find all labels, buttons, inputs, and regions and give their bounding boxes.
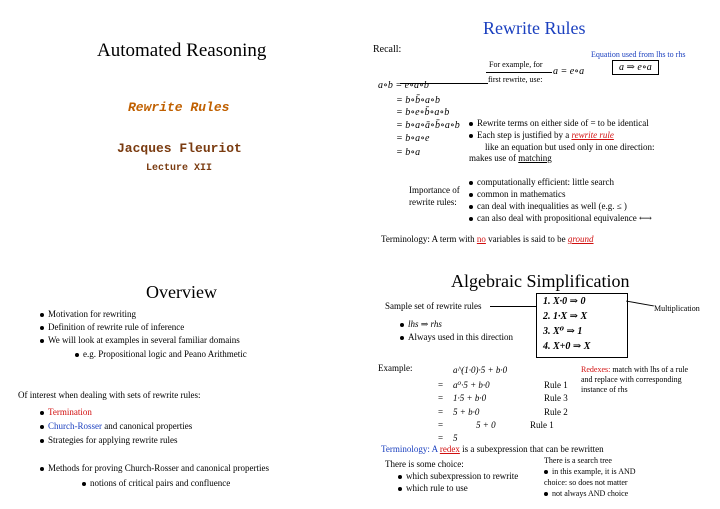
example-rule-line: [486, 72, 552, 73]
first-rewrite-text: first rewrite, use:: [488, 75, 543, 84]
always-used-bullet: Always used in this direction: [400, 332, 513, 342]
derivation-line-3: = b∘e∘b̄∘a∘b: [396, 107, 450, 118]
redex-terminology: Terminology: A redex is a subexpression that can be rewritten: [381, 444, 604, 454]
step-4-expr: 5 + 0: [476, 420, 496, 430]
slide1-lecture: Lecture XII: [146, 163, 213, 174]
rule-1: 1. X·0 ⇒ 0: [543, 296, 586, 307]
for-example-text: For example, for: [489, 60, 543, 69]
rewrite-rule-link: rewrite rule: [571, 130, 614, 140]
search-item-1: in this example, it is AND: [544, 467, 636, 476]
step-1-eq: =: [438, 380, 444, 390]
overview-church-rosser: Church-Rosser and canonical properties: [40, 421, 192, 431]
step-0: a^(1·0)·5 + b·0: [453, 365, 508, 375]
slide1-title: Automated Reasoning: [97, 40, 267, 61]
step-2-expr: 1·5 + b·0: [453, 393, 487, 403]
bullet-matching: makes use of matching: [469, 153, 552, 163]
redexes-note: Redexes: match with lhs of a rule and replace with corresponding instance of rhs: [581, 365, 689, 394]
derivation-line-5: = b∘a∘e: [396, 133, 430, 144]
overview-bullet-3: We will look at examples in several familiar domains: [40, 335, 240, 345]
importance-item-4: can also deal with propositional equivalence ⟷: [469, 213, 652, 224]
rule-2: 2. 1·X ⇒ X: [543, 311, 588, 322]
search-tree-label: There is a search tree: [544, 456, 612, 465]
slide-title: [0, 0, 360, 254]
recall-label: Recall:: [373, 44, 402, 55]
importance-item-1: computationally efficient: little search: [469, 177, 614, 187]
simple-equation: a = e∘a: [553, 66, 585, 77]
step-5-eq: =: [438, 433, 444, 443]
importance-item-3: can deal with inequalities as well (e.g. ≤ ): [469, 201, 627, 211]
importance-label-1: Importance of: [409, 185, 460, 195]
derivation-line-1: a∘b = e∘a∘b: [378, 80, 429, 91]
ground-terminology: Terminology: A term with no variables is said to be ground: [381, 234, 594, 244]
step-3-expr: 5 + b·0: [453, 407, 480, 417]
step-1-expr: a⁰·5 + b·0: [453, 380, 490, 390]
step-2-rule: Rule 3: [544, 393, 568, 403]
sample-rules-arrow: [490, 306, 536, 307]
slide-rewrite-rules: [360, 0, 720, 254]
choice-item-1: which subexpression to rewrite: [398, 471, 518, 481]
slide4-title: Algebraic Simplification: [451, 271, 630, 291]
importance-item-2: common in mathematics: [469, 189, 565, 199]
step-2-eq: =: [438, 393, 444, 403]
importance-label-2: rewrite rules:: [409, 197, 457, 207]
overview-interest: Of interest when dealing with sets of rewrite rules:: [18, 390, 201, 400]
rule-4: 4. X+0 ⇒ X: [543, 341, 591, 352]
example-label: Example:: [378, 363, 413, 373]
multiplication-label: Multiplication: [654, 304, 700, 313]
overview-strategies: Strategies for applying rewrite rules: [40, 435, 177, 445]
search-item-3: not always AND choice: [544, 489, 628, 498]
bullet-one-direction: like an equation but used only in one direction:: [485, 142, 655, 152]
step-5-expr: 5: [453, 433, 458, 443]
equation-note: Equation used from lhs to rhs: [591, 50, 686, 59]
equivalence-arrow-icon: ⟷: [638, 213, 652, 223]
choice-item-2: which rule to use: [398, 483, 468, 493]
bullet-justified: Each step is justified by a rewrite rule: [469, 130, 614, 140]
boxed-equation: a ⇒ e∘a: [612, 60, 659, 75]
step-1-rule: Rule 1: [544, 380, 568, 390]
derivation-line-4: = b∘a∘ā∘b̄∘a∘b: [396, 120, 460, 131]
bullet-rewrite-terms: Rewrite terms on either side of = to be identical: [469, 118, 649, 128]
step-4-rule: Rule 1: [530, 420, 554, 430]
slide2-title: Rewrite Rules: [483, 18, 586, 38]
search-item-2: choice: so does not matter: [544, 478, 628, 487]
overview-notions: notions of critical pairs and confluence: [82, 478, 230, 488]
step-3-eq: =: [438, 407, 444, 417]
slide1-subtitle: Rewrite Rules: [128, 100, 230, 115]
rule-3: 3. X⁰ ⇒ 1: [543, 326, 583, 337]
lhs-rhs-bullet: lhs ⇒ rhs: [400, 319, 442, 330]
overview-bullet-2: Definition of rewrite rule of inference: [40, 322, 184, 332]
choice-label: There is some choice:: [385, 459, 464, 469]
slide-algebraic-simplification: [360, 254, 720, 509]
derivation-line-6: = b∘a: [396, 147, 421, 158]
step-3-rule: Rule 2: [544, 407, 568, 417]
overview-sub-bullet: e.g. Propositional logic and Peano Arithmetic: [75, 349, 247, 359]
slide1-author: Jacques Fleuriot: [117, 141, 242, 156]
overview-termination: Termination: [40, 407, 92, 417]
multiplication-pointer: [626, 301, 654, 307]
slide-overview: [0, 254, 360, 509]
derivation-line-2: = b∘b̄∘a∘b: [396, 95, 440, 106]
slide3-title: Overview: [146, 282, 217, 302]
overview-bullet-1: Motivation for rewriting: [40, 309, 136, 319]
overview-methods: Methods for proving Church-Rosser and canonical properties: [40, 463, 269, 473]
step-4-eq: =: [438, 420, 444, 430]
sample-rules-label: Sample set of rewrite rules: [385, 301, 482, 311]
